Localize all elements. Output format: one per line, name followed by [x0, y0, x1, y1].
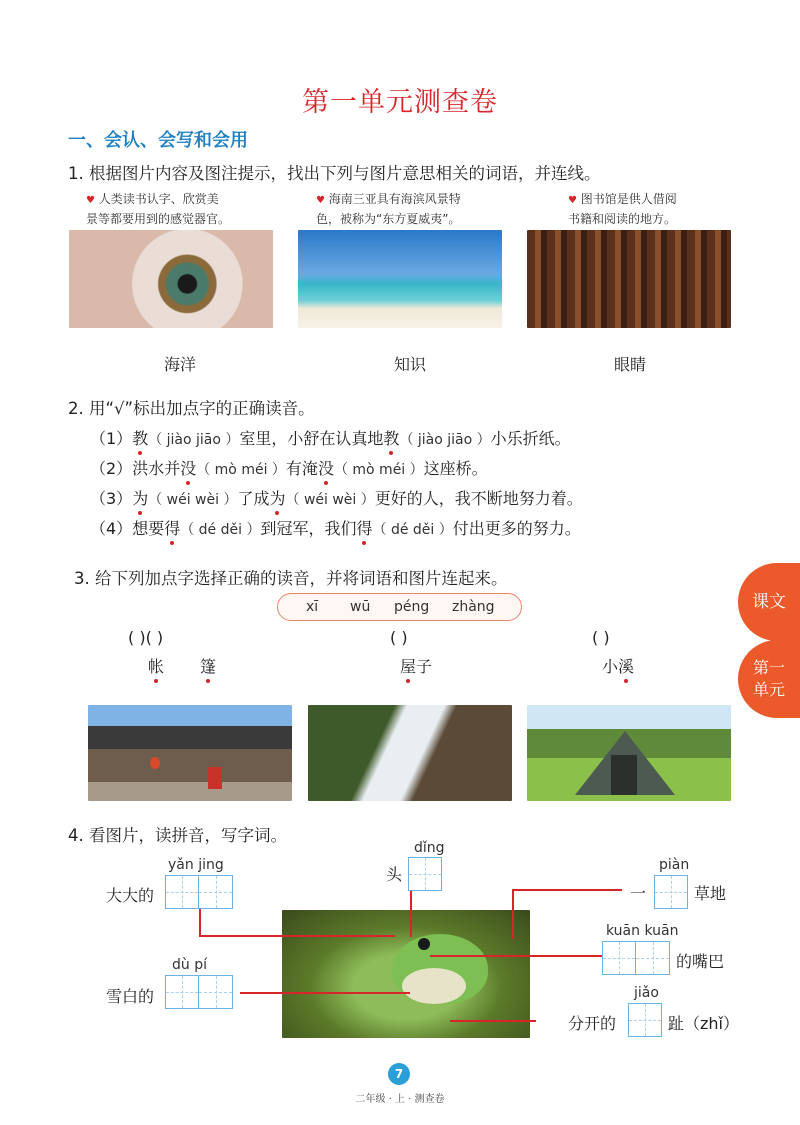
- pinyin-choice[interactable]: （ mò méi ）: [196, 462, 286, 478]
- writing-grid-belly[interactable]: [165, 975, 233, 1009]
- pinyin-wide: kuān kuān: [606, 923, 679, 939]
- connector-line: [199, 908, 201, 937]
- pinyin-top: dǐng: [414, 840, 445, 856]
- pinyin-piece: piàn: [659, 857, 690, 873]
- pinyin-choice[interactable]: （ wéi wèi ）: [148, 492, 238, 508]
- stream-photo: [308, 705, 512, 801]
- house-photo: [88, 705, 292, 801]
- label-grass: 草地: [694, 884, 727, 903]
- connector-line: [240, 992, 410, 994]
- pinyin-choice[interactable]: （ wéi wèi ）: [285, 492, 375, 508]
- q1-caption-eye: ♥ 人类读书认字、欣赏美 景等都要用到的感觉器官。: [86, 192, 231, 226]
- page-title: 第一单元测查卷: [302, 87, 498, 118]
- pinyin-belly: dù pí: [172, 957, 207, 973]
- connector-line: [410, 891, 412, 937]
- connector-line: [512, 889, 622, 891]
- q1-word-knowledge[interactable]: 知识: [393, 355, 426, 374]
- label-big: 大大的: [106, 886, 155, 905]
- pinyin-choice[interactable]: （ mò méi ）: [333, 462, 424, 478]
- side-tab-unit-one[interactable]: 第一单元: [738, 640, 800, 718]
- pinyin-choice[interactable]: （ dé děi ）: [180, 522, 261, 538]
- side-tab-texts[interactable]: 课文: [738, 563, 800, 641]
- q2-item-1: （1）教（ jiào jiāo ）室里，小舒在认真地教（ jiào jiāo ）小乐折纸。: [90, 426, 571, 449]
- label-one: 一: [630, 884, 647, 903]
- q4-prompt: 4. 看图片，读拼音，写字词。: [68, 826, 287, 845]
- frog-photo: [282, 910, 530, 1038]
- q3-word-house[interactable]: 屋子: [400, 654, 432, 677]
- heart-icon: ♥: [86, 195, 95, 206]
- writing-grid-foot[interactable]: [628, 1003, 662, 1037]
- writing-grid-wide[interactable]: [602, 941, 670, 975]
- writing-grid-eyes[interactable]: [165, 875, 233, 909]
- label-head: 头: [386, 865, 403, 884]
- page-number: 7: [388, 1063, 410, 1085]
- label-separated: 分开的: [568, 1014, 617, 1033]
- connector-line: [430, 955, 602, 957]
- pinyin-eyes: yǎn jing: [168, 857, 224, 873]
- q2-item-4: （4）想要得（ dé děi ）到冠军，我们得（ dé děi ）付出更多的努力。: [90, 516, 581, 539]
- q3-word-tent[interactable]: 帐 篷: [148, 654, 216, 677]
- label-mouth: 的嘴巴: [676, 952, 725, 971]
- section-title: 一、会认、会写和会用: [68, 130, 248, 151]
- label-toe: 趾（zhǐ）: [668, 1014, 739, 1033]
- q3-word-stream[interactable]: 小溪: [602, 654, 634, 677]
- answer-blank-house[interactable]: ( ): [390, 628, 408, 647]
- connector-line: [450, 1020, 536, 1022]
- q1-word-eyes[interactable]: 眼睛: [613, 355, 646, 374]
- connector-line: [199, 935, 395, 937]
- heart-icon: ♥: [568, 195, 577, 206]
- heart-icon: ♥: [316, 195, 325, 206]
- pinyin-foot: jiǎo: [634, 985, 659, 1001]
- pinyin-choice[interactable]: （ jiào jiāo ）: [399, 432, 491, 448]
- pinyin-choice[interactable]: （ dé děi ）: [372, 522, 453, 538]
- writing-grid-top[interactable]: [408, 857, 442, 891]
- q1-word-ocean[interactable]: 海洋: [163, 355, 196, 374]
- pinyin-options-box: [277, 593, 522, 621]
- writing-grid-piece[interactable]: [654, 875, 688, 909]
- answer-blank-stream[interactable]: ( ): [592, 628, 610, 647]
- footer-text: 二年级 · 上 · 测查卷: [355, 1094, 445, 1105]
- option-peng: péng: [394, 599, 430, 615]
- option-xi: xī: [306, 599, 319, 615]
- pinyin-choice[interactable]: （ jiào jiāo ）: [148, 432, 240, 448]
- q2-prompt: 2. 用“√”标出加点字的正确读音。: [68, 399, 315, 418]
- option-zhang: zhàng: [452, 599, 495, 615]
- beach-photo: [298, 230, 502, 328]
- answer-blank-tent[interactable]: ( )( ): [128, 628, 164, 647]
- tent-photo: [527, 705, 731, 801]
- q1-caption-library: ♥ 图书馆是供人借阅 书籍和阅读的地方。: [568, 192, 677, 226]
- q1-prompt: 1. 根据图片内容及图注提示，找出下列与图片意思相关的词语，并连线。: [68, 164, 601, 183]
- eye-photo: [69, 230, 273, 328]
- q1-caption-beach: ♥ 海南三亚具有海滨风景特 色，被称为“东方夏威夷”。: [316, 192, 461, 226]
- library-photo: [527, 230, 731, 328]
- q2-item-2: （2）洪水并没（ mò méi ）有淹没（ mò méi ）这座桥。: [90, 456, 488, 479]
- q2-item-3: （3）为（ wéi wèi ）了成为（ wéi wèi ）更好的人，我不断地努力着。: [90, 486, 583, 509]
- q3-prompt: 3. 给下列加点字选择正确的读音，并将词语和图片连起来。: [74, 569, 508, 588]
- option-wu: wū: [350, 599, 371, 615]
- connector-line: [512, 889, 514, 939]
- label-snow-white: 雪白的: [106, 987, 155, 1006]
